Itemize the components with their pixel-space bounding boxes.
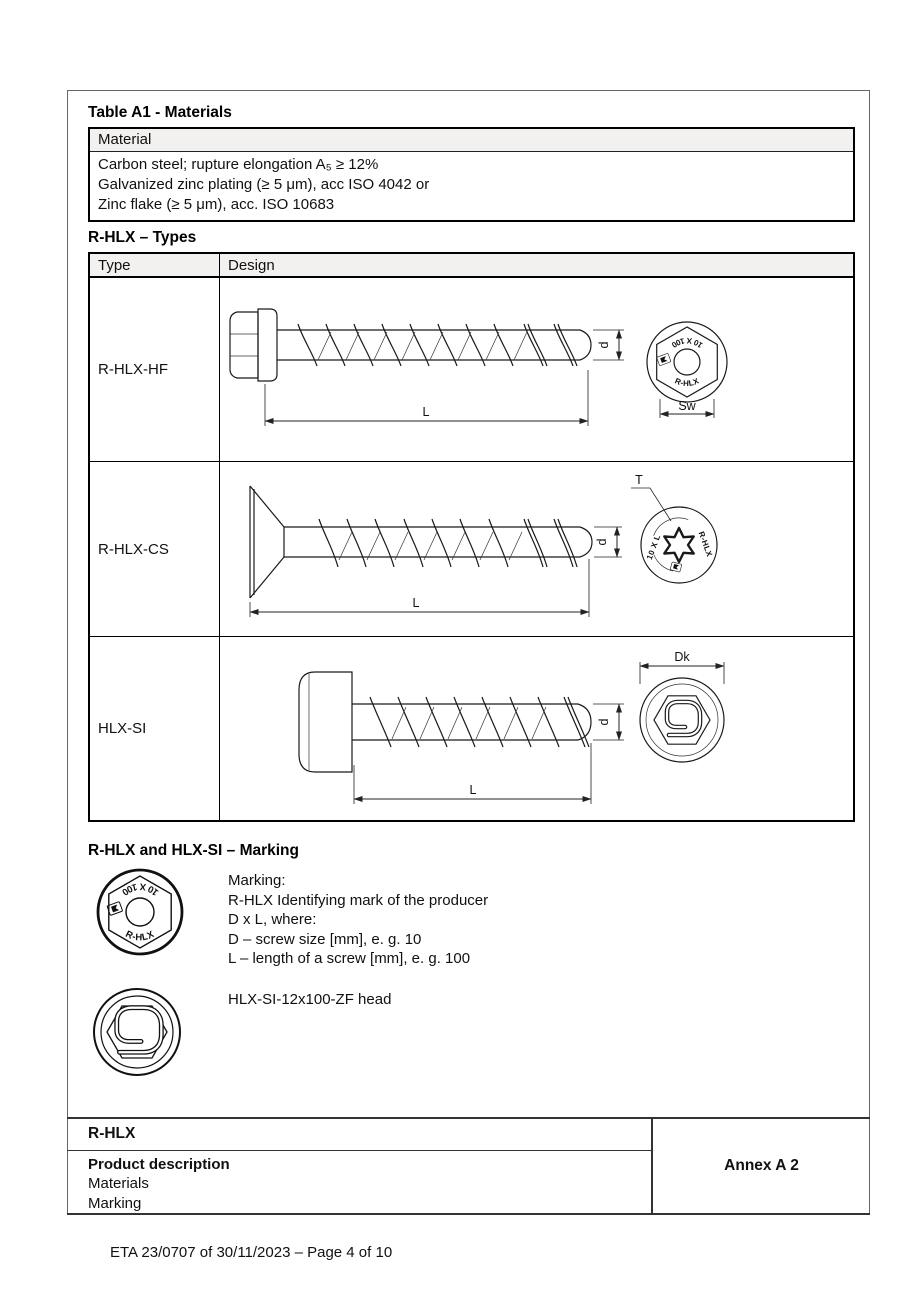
dimension-L bbox=[265, 370, 588, 426]
dimension-Sw bbox=[660, 399, 714, 418]
types-col-design: Design bbox=[228, 257, 275, 274]
dimension-d bbox=[593, 704, 624, 740]
si-head-marking-image bbox=[67, 962, 207, 1102]
marking-line: L – length of a screw [mm], e. g. 100 bbox=[228, 950, 471, 967]
dimension-d bbox=[593, 330, 624, 360]
design-cell-r-hlx-cs bbox=[220, 462, 853, 636]
hex-flange-screw-side-view bbox=[230, 309, 591, 381]
footer-left-column bbox=[67, 1119, 653, 1213]
screw-diagram-r-hlx-hf bbox=[220, 278, 856, 462]
type-label-r-hlx-cs: R-HLX-CS bbox=[90, 462, 220, 636]
si-spiral-icon bbox=[117, 1008, 162, 1053]
marking-line: D – screw size [mm], e. g. 10 bbox=[228, 930, 422, 948]
head-mark-brand: R-HLX bbox=[673, 376, 701, 389]
materials-row: Carbon steel; rupture elongation A₅ ≥ 12% bbox=[98, 156, 379, 173]
materials-table bbox=[88, 127, 855, 222]
design-cell-hlx-si bbox=[220, 637, 853, 820]
marking-line: Marking: bbox=[228, 872, 286, 889]
types-table-header-row bbox=[90, 254, 853, 278]
dimension-Dk bbox=[640, 650, 724, 684]
producer-logo-icon bbox=[657, 353, 671, 366]
table-row bbox=[90, 278, 853, 462]
si-spiral-icon bbox=[667, 702, 700, 735]
materials-table-header: Material bbox=[90, 129, 853, 152]
marking-line: D x L, where: bbox=[228, 911, 317, 928]
dimension-L bbox=[250, 559, 589, 617]
d-label: d bbox=[595, 538, 609, 546]
design-cell-r-hlx-hf bbox=[220, 278, 853, 461]
head-mark-brand: R-HLX bbox=[696, 530, 715, 559]
svg-text:R-HLX bbox=[673, 376, 700, 388]
si-marking-label: HLX-SI-12x100-ZF head bbox=[228, 991, 392, 1008]
L-label: L bbox=[422, 405, 430, 419]
types-table bbox=[88, 252, 855, 822]
footer-section-line: Marking bbox=[88, 1194, 142, 1212]
svg-text:10 X 100 bbox=[669, 336, 704, 350]
T-label: T bbox=[635, 473, 643, 487]
footer-section-title: Product description bbox=[88, 1155, 230, 1173]
head-mark-size: 10 X L bbox=[644, 533, 663, 561]
type-label-r-hlx-hf: R-HLX-HF bbox=[90, 278, 220, 461]
footer-description-cell bbox=[67, 1151, 651, 1214]
page-footer-note: ETA 23/0707 of 30/11/2023 – Page 4 of 10 bbox=[110, 1244, 393, 1261]
materials-table-title: Table A1 - Materials bbox=[88, 104, 232, 121]
screw-diagram-hlx-si bbox=[220, 637, 856, 820]
dimension-d bbox=[594, 527, 622, 557]
materials-table-body bbox=[90, 152, 853, 220]
L-label: L bbox=[469, 783, 477, 797]
si-head-top-view bbox=[640, 650, 724, 762]
screw-diagram-r-hlx-cs bbox=[220, 462, 856, 637]
Dk-label: Dk bbox=[674, 650, 690, 664]
footer-section-line: Materials bbox=[88, 1175, 149, 1192]
hex-head-top-view bbox=[647, 322, 727, 418]
footer-product-name: R-HLX bbox=[67, 1119, 651, 1151]
d-label: d bbox=[597, 718, 611, 726]
materials-row: Zinc flake (≥ 5 μm), acc. ISO 10683 bbox=[98, 196, 335, 213]
footer-annex-cell: Annex A 2 bbox=[724, 1157, 799, 1174]
head-mark-size: 10 X 100 bbox=[118, 880, 162, 898]
torx-drive-callout bbox=[631, 473, 671, 521]
materials-row: Galvanized zinc plating (≥ 5 μm), acc ISO 4042 or bbox=[98, 176, 430, 193]
dimension-L bbox=[354, 743, 591, 804]
head-mark-brand: R-HLX bbox=[123, 928, 157, 944]
table-row bbox=[90, 637, 853, 820]
marking-title: R-HLX and HLX-SI – Marking bbox=[88, 842, 299, 859]
types-col-type: Type bbox=[90, 254, 220, 276]
torx-icon bbox=[664, 528, 693, 562]
marking-line: R-HLX Identifying mark of the producer bbox=[228, 891, 489, 909]
Sw-label: Sw bbox=[678, 399, 696, 413]
hex-head-marking-image bbox=[70, 842, 210, 982]
countersunk-screw-side-view bbox=[250, 486, 592, 598]
type-label-hlx-si: HLX-SI bbox=[90, 637, 220, 820]
pan-head-screw-side-view bbox=[299, 672, 591, 772]
d-label: d bbox=[597, 341, 611, 349]
table-row bbox=[90, 462, 853, 637]
footer-table bbox=[67, 1117, 870, 1215]
countersunk-head-top-view bbox=[641, 507, 717, 583]
types-table-title: R-HLX – Types bbox=[88, 229, 197, 246]
L-label: L bbox=[412, 596, 420, 610]
marking-text-block bbox=[228, 871, 488, 969]
svg-text:10 X 100 bbox=[119, 880, 161, 897]
head-mark-size: 10 X 100 bbox=[669, 335, 705, 350]
